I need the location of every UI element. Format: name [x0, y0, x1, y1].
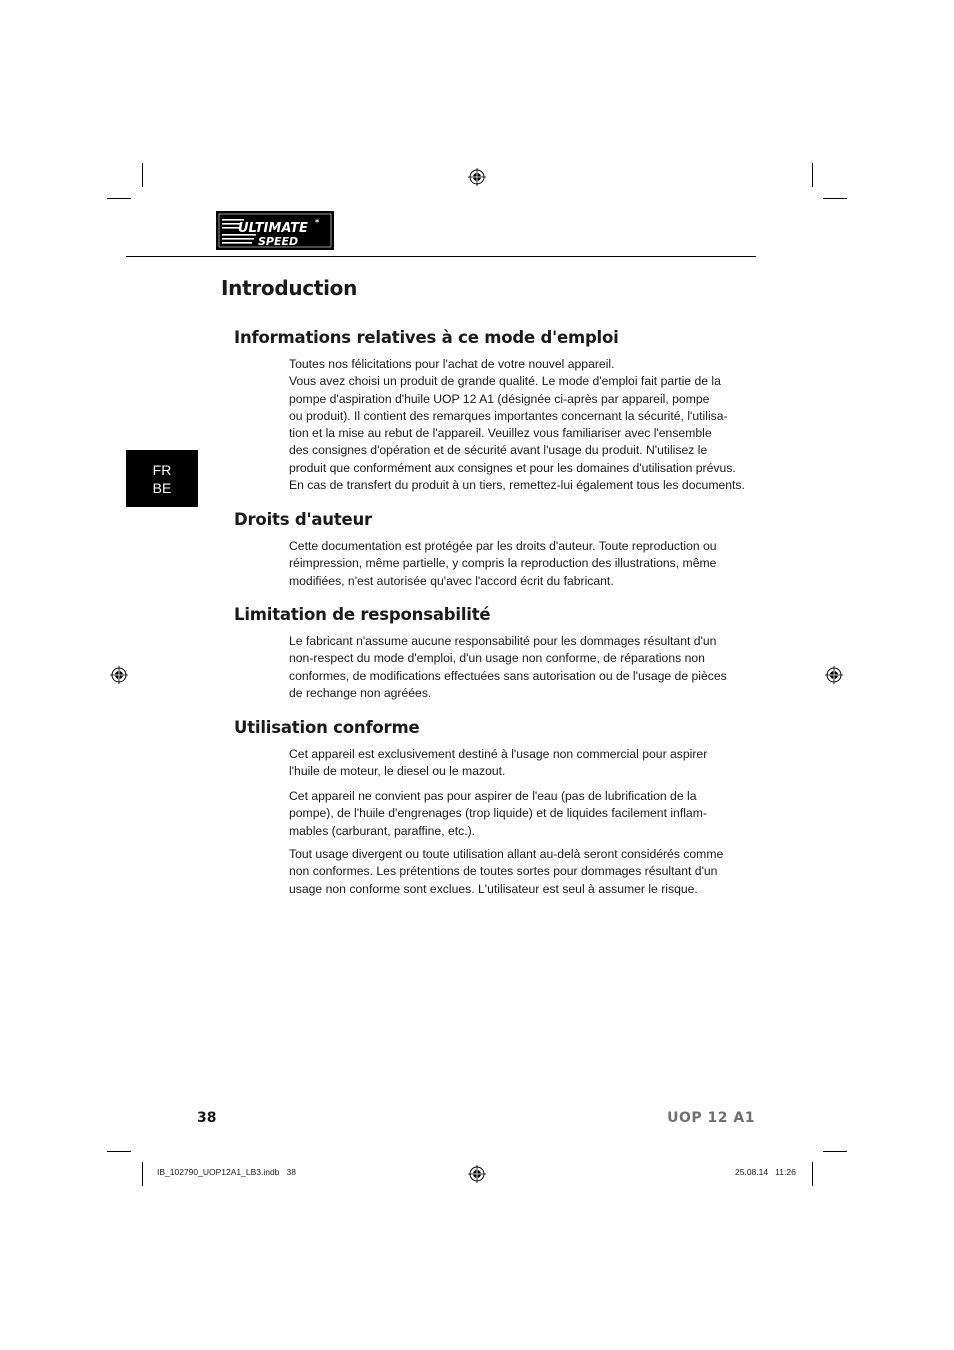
section-paragraph — [289, 788, 737, 840]
print-slug-date: 25.08.14 11:26 — [735, 1167, 796, 1177]
registration-mark-icon — [110, 666, 128, 684]
page-title: Introduction — [221, 276, 358, 300]
text-line: produit que conformément aux consignes et pour les domaines d'utilisation prévus. — [289, 460, 736, 475]
crop-mark-icon — [823, 198, 847, 199]
text-line: ou produit). Il contient des remarques importantes concernant la sécurité, l'utilisa- — [289, 408, 728, 423]
text-line: Toutes nos félicitations pour l'achat de votre nouvel appareil. — [289, 357, 615, 371]
text-line: Vous avez choisi un produit de grande qualité. Le mode d'emploi fait partie de la — [289, 374, 721, 389]
logo-text-bottom: SPEED — [258, 235, 299, 248]
logo-text-top: ULTIMATE — [238, 221, 308, 236]
text-line: Cette documentation est protégée par les droits d'auteur. Toute reproduction ou — [289, 539, 717, 553]
text-line: usage non conforme sont exclues. L'utilisateur est seul à assumer le risque. — [289, 881, 698, 896]
section-heading: Droits d'auteur — [234, 510, 372, 529]
text-line: non-respect du mode d'emploi, d'un usage non conforme, de réparations non — [289, 651, 705, 666]
crop-mark-icon — [142, 163, 143, 187]
section-heading: Informations relatives à ce mode d'emploi — [234, 328, 619, 347]
registration-mark-icon — [825, 666, 843, 684]
text-line: réimpression, même partielle, y compris la reproduction des illustrations, même — [289, 556, 717, 571]
crop-mark-icon — [812, 163, 813, 187]
section-heading: Limitation de responsabilité — [234, 605, 491, 624]
header-rule — [126, 256, 756, 257]
text-line: de rechange non agréées. — [289, 685, 432, 700]
crop-mark-icon — [142, 1162, 143, 1186]
text-line: Le fabricant n'assume aucune responsabilité pour les dommages résultant d'un — [289, 634, 717, 648]
text-line: En cas de transfert du produit à un tiers, remettez-lui également tous les documents. — [289, 478, 745, 493]
text-line: Tout usage divergent ou toute utilisation allant au-delà seront considérés comme — [289, 847, 724, 861]
text-line: l'huile de moteur, le diesel ou le mazout. — [289, 764, 506, 779]
language-tab-line-2: BE — [152, 479, 172, 496]
text-line: pompe d'aspiration d'huile UOP 12 A1 (désignée ci-après par appareil, pompe — [289, 391, 710, 406]
text-line: mables (carburant, paraffine, etc.). — [289, 823, 476, 838]
language-tab-line-1: FR — [152, 461, 172, 478]
page-number: 38 — [197, 1110, 217, 1126]
section-paragraph — [289, 356, 745, 494]
text-line: Cet appareil ne convient pas pour aspirer de l'eau (pas de lubrification de la — [289, 789, 697, 803]
language-tab — [126, 450, 198, 507]
registration-mark-icon — [468, 168, 486, 186]
crop-mark-icon — [823, 1151, 847, 1152]
text-line: non conformes. Les prétentions de toutes sortes pour dommages résultant d'un — [289, 864, 718, 879]
registration-mark-icon — [468, 1165, 486, 1183]
text-line: Cet appareil est exclusivement destiné à l'usage non commercial pour aspirer — [289, 747, 708, 761]
crop-mark-icon — [107, 198, 131, 199]
section-paragraph — [289, 633, 737, 702]
crop-mark-icon — [107, 1151, 131, 1152]
text-line: des consignes d'opération et de sécurité avant l'usage du produit. N'utilisez le — [289, 443, 708, 458]
section-paragraph — [289, 538, 737, 590]
crop-mark-icon — [812, 1162, 813, 1186]
text-line: conformes, de modifications effectuées sans autorisation ou de l'usage de pièces — [289, 668, 727, 683]
section-heading: Utilisation conforme — [234, 718, 420, 737]
print-slug-file: IB_102790_UOP12A1_LB3.indb 38 — [157, 1167, 296, 1177]
section-paragraph — [289, 746, 737, 781]
text-line: pompe), de l'huile d'engrenages (trop liquide) et de liquides facilement inflam- — [289, 806, 707, 821]
text-line: modifiées, n'est autorisée qu'avec l'accord écrit du fabricant. — [289, 573, 614, 588]
brand-logo — [216, 211, 334, 250]
section-paragraph — [289, 846, 737, 898]
text-line: tion et la mise au rebut de l'appareil. Veuillez vous familiariser avec l'ensemble — [289, 426, 712, 441]
logo-mark: * — [315, 218, 320, 227]
footer-model-name: UOP 12 A1 — [667, 1110, 755, 1126]
